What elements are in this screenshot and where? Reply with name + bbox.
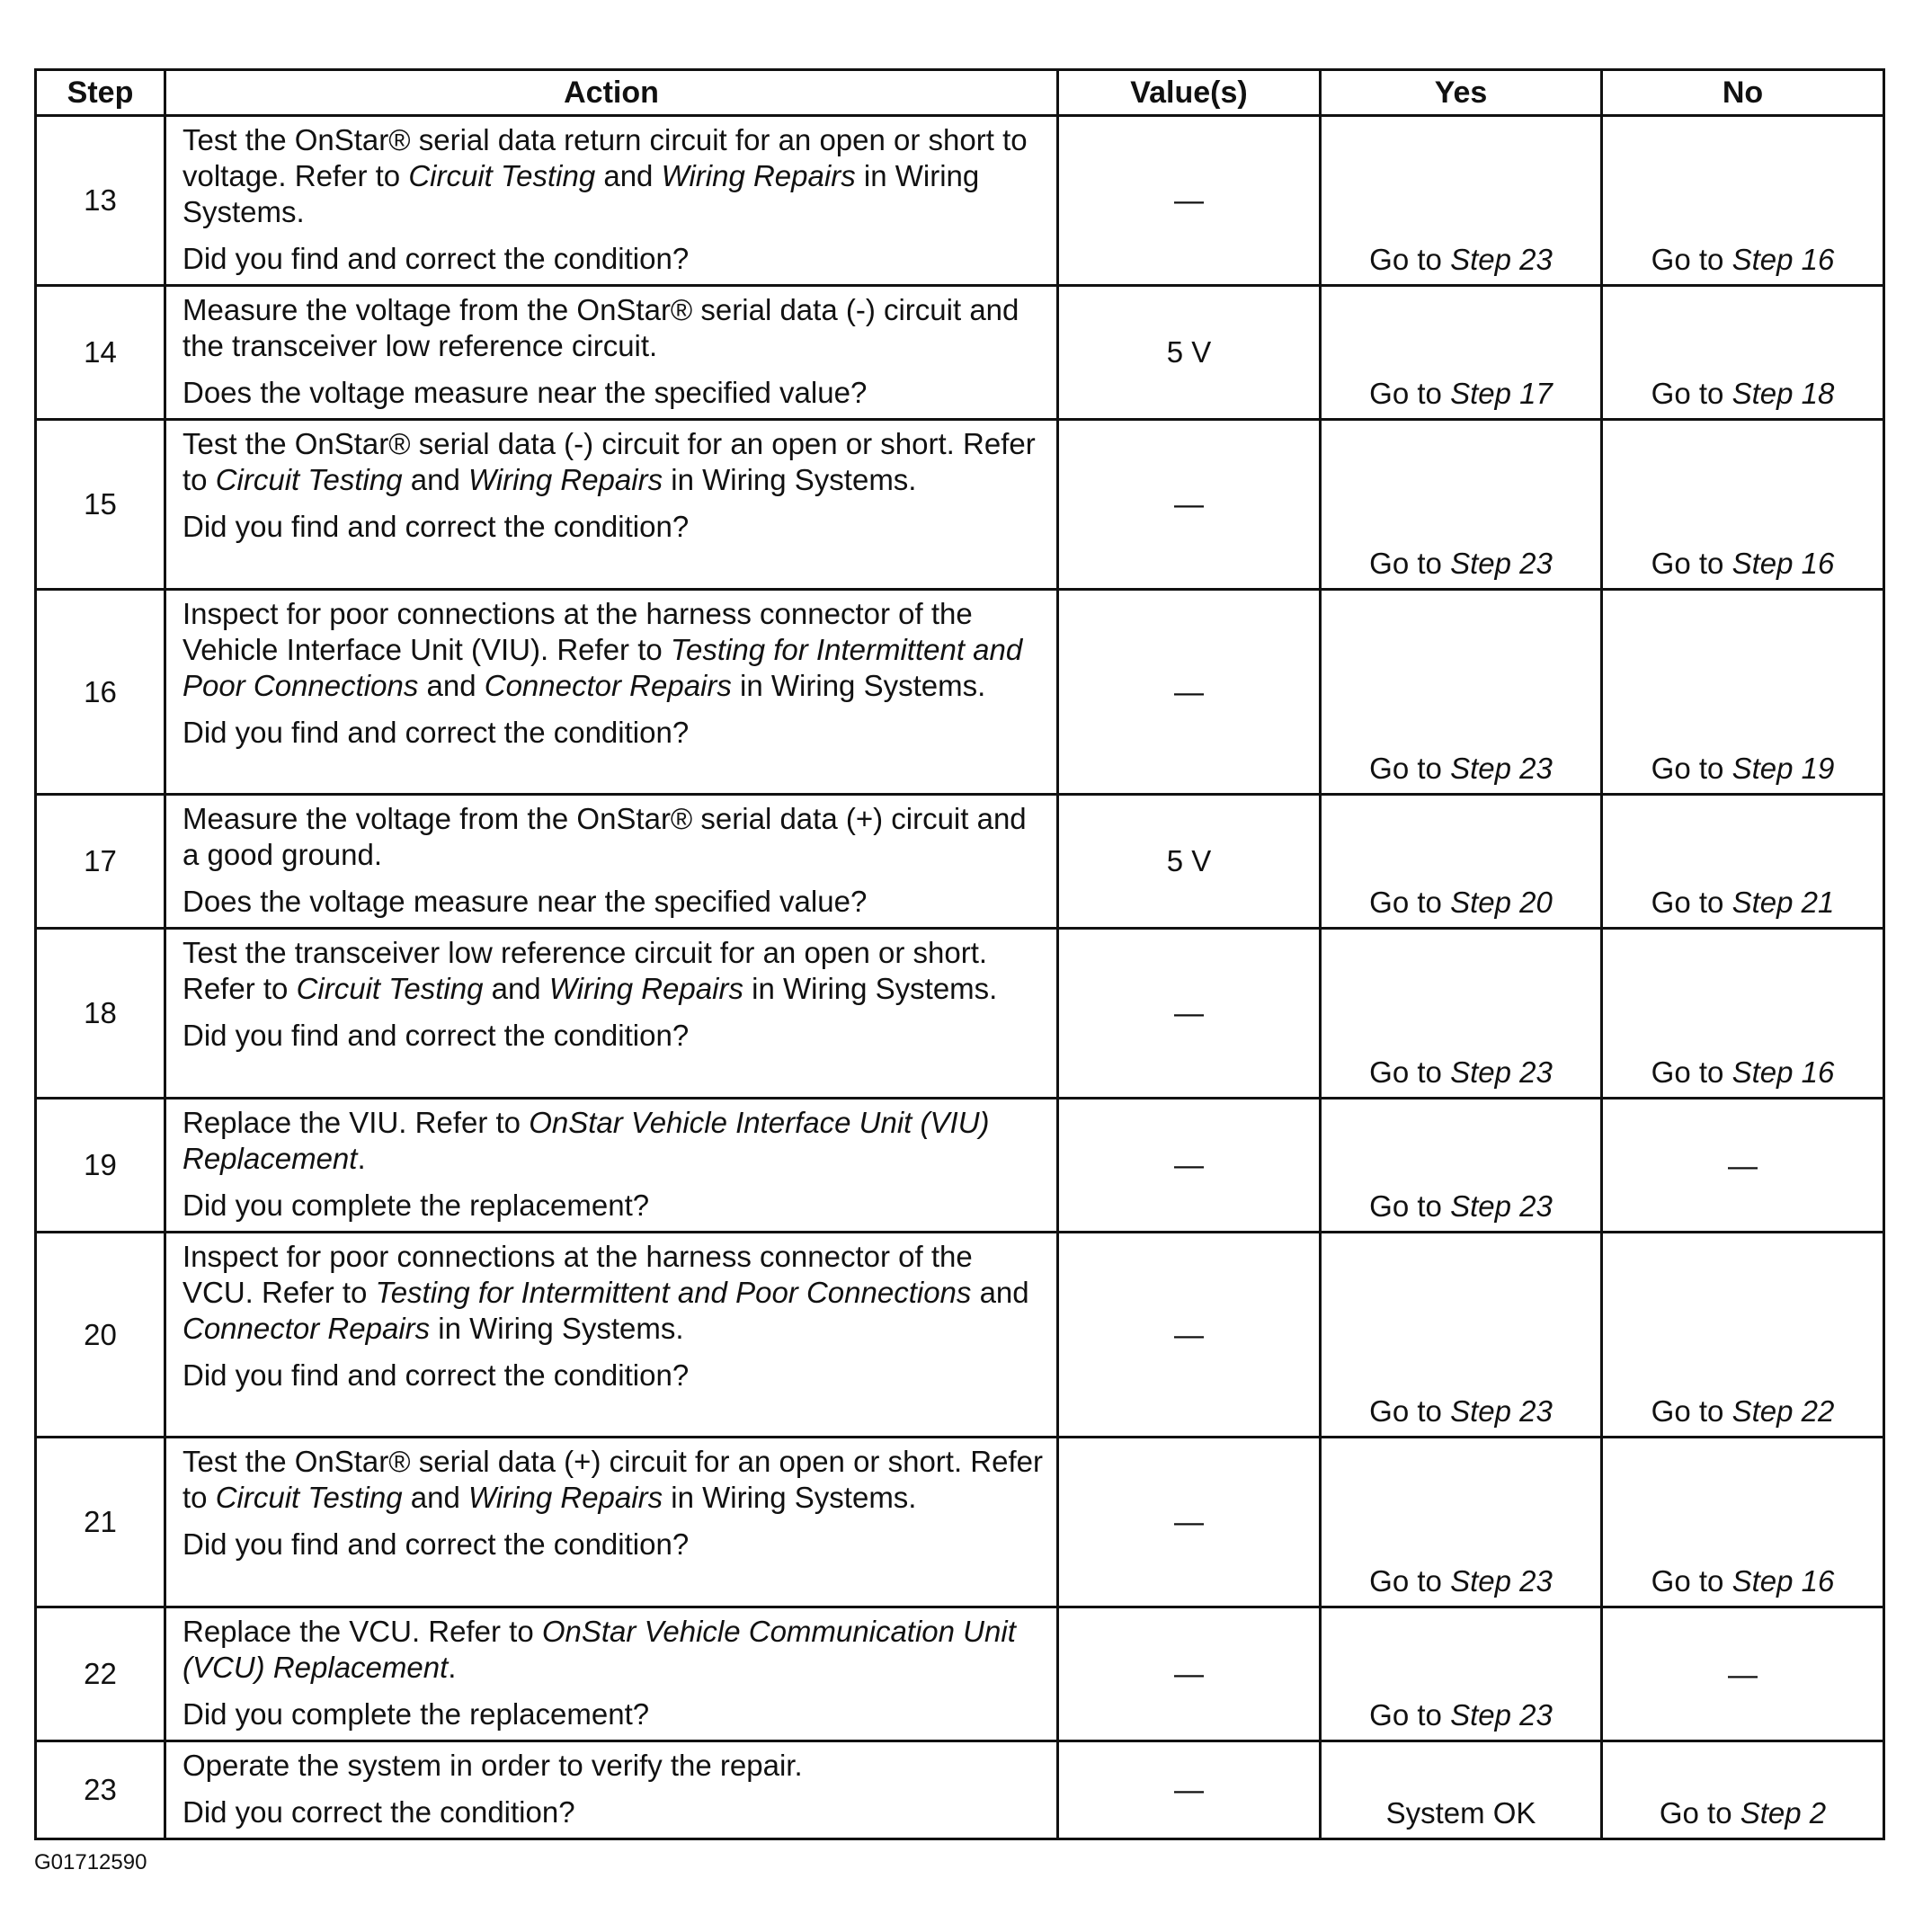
no-result: Go to Step 16: [1602, 1438, 1884, 1607]
no-result: Go to Step 18: [1602, 286, 1884, 420]
step-number: 16: [36, 590, 165, 795]
no-result: Go to Step 21: [1602, 795, 1884, 929]
action-cell: [165, 1233, 1058, 1438]
table-row: [36, 1233, 1884, 1438]
value-cell: —: [1058, 1438, 1321, 1607]
value-cell: —: [1058, 1741, 1321, 1839]
action-question: Did you find and correct the condition?: [182, 510, 690, 543]
yes-result: Go to Step 23: [1321, 590, 1602, 795]
diagnostic-table-container: [34, 68, 1883, 1840]
value-cell: 5 V: [1058, 795, 1321, 929]
step-number: 13: [36, 116, 165, 286]
action-question: Does the voltage measure near the specified value?: [182, 885, 868, 918]
header-action: Action: [165, 70, 1058, 116]
action-cell: [165, 795, 1058, 929]
step-number: 18: [36, 929, 165, 1099]
action-text: Replace the VCU. Refer to OnStar Vehicle Communication Unit (VCU) Replacement.: [182, 1615, 1016, 1684]
table-row: [36, 590, 1884, 795]
no-result: Go to Step 2: [1602, 1741, 1884, 1839]
header-step: Step: [36, 70, 165, 116]
header-no: No: [1602, 70, 1884, 116]
action-text: Replace the VIU. Refer to OnStar Vehicle Interface Unit (VIU) Replacement.: [182, 1106, 990, 1175]
yes-result: Go to Step 23: [1321, 1438, 1602, 1607]
action-text: Test the OnStar® serial data (+) circuit for an open or short. Refer to Circuit Testing and Wiring Repairs in Wiring Systems.: [182, 1445, 1043, 1514]
no-result: Go to Step 16: [1602, 929, 1884, 1099]
action-question: Did you find and correct the condition?: [182, 1527, 690, 1561]
no-result: Go to Step 16: [1602, 116, 1884, 286]
action-text: Test the transceiver low reference circuit for an open or short. Refer to Circuit Testing and Wiring Repairs in Wiring Systems.: [182, 936, 998, 1005]
table-row: [36, 286, 1884, 420]
step-number: 17: [36, 795, 165, 929]
action-text: Measure the voltage from the OnStar® serial data (+) circuit and a good ground.: [182, 802, 1027, 871]
action-text: Measure the voltage from the OnStar® serial data (-) circuit and the transceiver low reference circuit.: [182, 293, 1019, 362]
step-number: 23: [36, 1741, 165, 1839]
yes-result: Go to Step 23: [1321, 420, 1602, 590]
step-number: 21: [36, 1438, 165, 1607]
action-question: Does the voltage measure near the specified value?: [182, 376, 868, 409]
action-text: Test the OnStar® serial data return circuit for an open or short to voltage. Refer to Circuit Testing and Wiring Repairs in Wiring Systems.: [182, 123, 1028, 228]
action-cell: [165, 286, 1058, 420]
action-question: Did you complete the replacement?: [182, 1697, 650, 1731]
step-number: 19: [36, 1099, 165, 1233]
value-cell: —: [1058, 929, 1321, 1099]
action-text: Test the OnStar® serial data (-) circuit for an open or short. Refer to Circuit Testing and Wiring Repairs in Wiring Systems.: [182, 427, 1036, 496]
action-cell: [165, 1099, 1058, 1233]
action-text: Operate the system in order to verify the repair.: [182, 1749, 803, 1782]
action-question: Did you find and correct the condition?: [182, 242, 690, 275]
yes-result: Go to Step 23: [1321, 116, 1602, 286]
value-cell: 5 V: [1058, 286, 1321, 420]
yes-result: Go to Step 23: [1321, 1099, 1602, 1233]
table-row: [36, 795, 1884, 929]
no-result: Go to Step 22: [1602, 1233, 1884, 1438]
value-cell: —: [1058, 1233, 1321, 1438]
yes-result: Go to Step 23: [1321, 1233, 1602, 1438]
action-text: Inspect for poor connections at the harness connector of the Vehicle Interface Unit (VIU). Refer to Testing for Intermittent and Poor Connections and Connector Repairs in Wiring Systems.: [182, 597, 1023, 702]
action-cell: [165, 1607, 1058, 1741]
table-row: [36, 929, 1884, 1099]
table-row: [36, 116, 1884, 286]
header-yes: Yes: [1321, 70, 1602, 116]
action-cell: [165, 929, 1058, 1099]
action-cell: [165, 590, 1058, 795]
yes-result: Go to Step 20: [1321, 795, 1602, 929]
diagnostic-table: [34, 68, 1885, 1840]
action-question: Did you find and correct the condition?: [182, 716, 690, 749]
no-result: Go to Step 19: [1602, 590, 1884, 795]
action-cell: [165, 1741, 1058, 1839]
value-cell: —: [1058, 420, 1321, 590]
step-number: 15: [36, 420, 165, 590]
table-body: [36, 116, 1884, 1839]
step-number: 22: [36, 1607, 165, 1741]
yes-result: Go to Step 23: [1321, 929, 1602, 1099]
no-result: —: [1602, 1099, 1884, 1233]
table-row: [36, 1099, 1884, 1233]
no-result: Go to Step 16: [1602, 420, 1884, 590]
action-question: Did you correct the condition?: [182, 1795, 575, 1829]
header-values: Value(s): [1058, 70, 1321, 116]
value-cell: —: [1058, 1099, 1321, 1233]
value-cell: —: [1058, 1607, 1321, 1741]
table-row: [36, 1438, 1884, 1607]
table-row: [36, 1607, 1884, 1741]
action-cell: [165, 116, 1058, 286]
table-header-row: [36, 70, 1884, 116]
table-row: [36, 420, 1884, 590]
action-question: Did you complete the replacement?: [182, 1189, 650, 1222]
action-cell: [165, 1438, 1058, 1607]
action-text: Inspect for poor connections at the harness connector of the VCU. Refer to Testing for Intermittent and Poor Connections and Connector Repairs in Wiring Systems.: [182, 1240, 1029, 1345]
step-number: 14: [36, 286, 165, 420]
table-row: [36, 1741, 1884, 1839]
figure-id: G01712590: [34, 1850, 147, 1874]
action-cell: [165, 420, 1058, 590]
value-cell: —: [1058, 590, 1321, 795]
step-number: 20: [36, 1233, 165, 1438]
no-result: —: [1602, 1607, 1884, 1741]
action-question: Did you find and correct the condition?: [182, 1019, 690, 1052]
yes-result: System OK: [1321, 1741, 1602, 1839]
yes-result: Go to Step 23: [1321, 1607, 1602, 1741]
yes-result: Go to Step 17: [1321, 286, 1602, 420]
value-cell: —: [1058, 116, 1321, 286]
action-question: Did you find and correct the condition?: [182, 1358, 690, 1392]
